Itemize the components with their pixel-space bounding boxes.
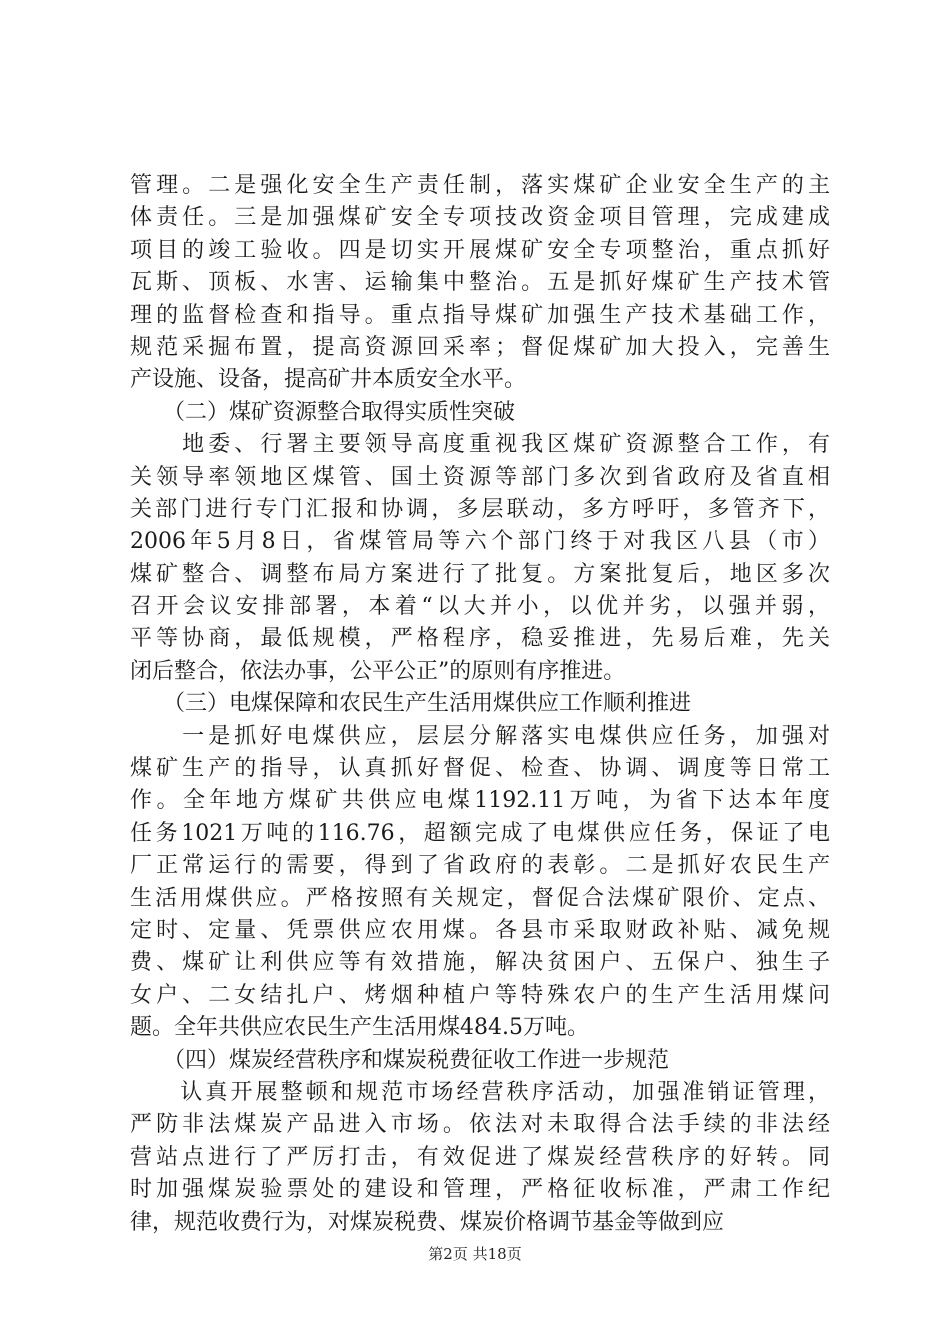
text-line: 关部门进行专门汇报和协调，多层联动，多方呼吁，多管齐下，	[130, 496, 830, 522]
text-line: 项目的竣工验收。四是切实开展煤矿安全专项整治，重点抓好	[130, 237, 830, 263]
body-text	[130, 170, 830, 1239]
text-line: 费、煤矿让利供应等有效措施，解决贫困户、五保户、独生子	[130, 950, 830, 976]
text-line: 律，规范收费行为，对煤炭税费、煤炭价格调节基金等做到应	[130, 1209, 725, 1235]
text-line: 时加强煤炭验票处的建设和管理，严格征收标准，严肃工作纪	[130, 1177, 830, 1203]
page-footer: 第2页 共18页	[428, 1245, 522, 1263]
text-line: 2006年5月8日，省煤管局等六个部门终于对我区八县（市）	[130, 529, 830, 555]
text-line: 闭后整合，依法办事，公平公正”的原则有序推进。	[130, 658, 626, 684]
text-line: 作。全年地方煤矿共供应电煤1192.11万吨，为省下达本年度	[130, 788, 830, 814]
text-line: 瓦斯、顶板、水害、运输集中整治。五是抓好煤矿生产技术管	[130, 270, 830, 296]
text-line: 地委、行署主要领导高度重视我区煤矿资源整合工作，有	[130, 432, 830, 458]
text-line: 产设施、设备，提高矿井本质安全水平。	[130, 367, 527, 393]
text-line: 煤矿整合、调整布局方案进行了批复。方案批复后，地区多次	[130, 561, 830, 587]
text-line: 题。全年共供应农民生产生活用煤484.5万吨。	[130, 1015, 589, 1041]
text-line: 厂正常运行的需要，得到了省政府的表彰。二是抓好农民生产	[130, 853, 830, 879]
text-line: （四）煤炭经营秩序和煤炭税费征收工作进一步规范	[130, 1047, 670, 1073]
text-line: 体责任。三是加强煤矿安全专项技改资金项目管理，完成建成	[130, 205, 830, 231]
text-line: 平等协商，最低规模，严格程序，稳妥推进，先易后难，先关	[130, 626, 830, 652]
text-line: 规范采掘布置，提高资源回采率；督促煤矿加大投入，完善生	[130, 334, 830, 360]
text-line: 任务1021万吨的116.76，超额完成了电煤供应任务，保证了电	[130, 820, 830, 846]
text-line: 女户、二女结扎户、烤烟种植户等特殊农户的生产生活用煤问	[130, 982, 830, 1008]
text-line: 管理。二是强化安全生产责任制，落实煤矿企业安全生产的主	[130, 173, 830, 198]
text-line: （三）电煤保障和农民生产生活用煤供应工作顺利推进	[130, 691, 692, 717]
text-line: 认真开展整顿和规范市场经营秩序活动，加强准销证管理，	[130, 1079, 830, 1105]
text-line: 煤矿生产的指导，认真抓好督促、检查、协调、调度等日常工	[130, 756, 830, 782]
text-line: 营站点进行了严厉打击，有效促进了煤炭经营秩序的好转。同	[130, 1144, 830, 1170]
text-line: 严防非法煤炭产品进入市场。依法对未取得合法手续的非法经	[130, 1112, 830, 1138]
text-line: 定时、定量、凭票供应农用煤。各县市采取财政补贴、减免规	[130, 917, 830, 943]
text-line: 生活用煤供应。严格按照有关规定，督促合法煤矿限价、定点、	[130, 885, 830, 911]
text-line: （二）煤矿资源整合取得实质性突破	[130, 399, 516, 425]
text-line: 理的监督检查和指导。重点指导煤矿加强生产技术基础工作，	[130, 302, 830, 328]
text-line: 关领导率领地区煤管、国土资源等部门多次到省政府及省直相	[130, 464, 830, 490]
text-line: 一是抓好电煤供应，层层分解落实电煤供应任务，加强对	[130, 723, 830, 749]
text-line: 召开会议安排部署，本着“以大并小，以优并劣，以强并弱，	[130, 594, 830, 620]
